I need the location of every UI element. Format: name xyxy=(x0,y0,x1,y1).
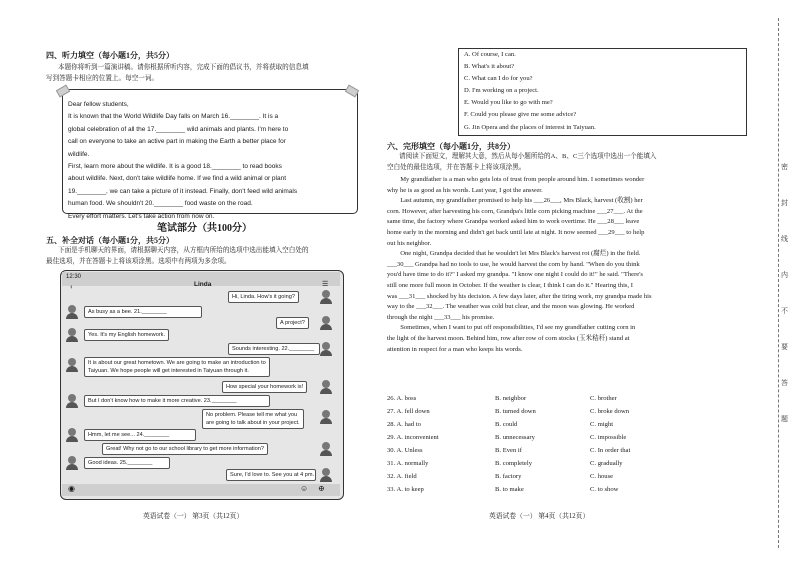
option-a: 26. A. boss xyxy=(387,395,417,402)
avatar-me xyxy=(320,380,332,394)
option-item: D. I'm working on a project. xyxy=(464,87,539,95)
passage-line: the light of the harvest moon. Behind him, row after row of corn stocks (玉米秸秆) stand at xyxy=(387,334,630,342)
option-a: 30. A. Unless xyxy=(387,447,423,454)
option-a: 27. A. fell down xyxy=(387,408,430,415)
chat-message-line: Taiyuan. We hope people will get interested in Taiyuan through it. xyxy=(88,368,249,374)
passage-line: corn. However, after harvesting his corn, Grandpa's little corn picking machine ___27___. At the xyxy=(387,207,643,215)
chat-message: Good ideas. 25.________ xyxy=(84,457,170,469)
dialogue-title: 五、补全对话（每小题1分，共5分） xyxy=(46,236,174,245)
avatar-me xyxy=(320,442,332,456)
chat-message-line: It is about our great hometown. We are going to make an introduction to xyxy=(88,360,266,366)
option-c: C. gradually xyxy=(590,460,623,467)
passage-line: way to the ___32___. The weather was cold but clear, and the moon was glowing. He worked xyxy=(387,303,635,311)
emoji-icon[interactable]: ☺ xyxy=(300,484,309,493)
option-c: C. In order that xyxy=(590,447,631,454)
card-line: about wildlife. Next, don't take wildlife home. If we find a wild animal or plant xyxy=(68,175,287,183)
chat-message: Hi, Linda. How's it going? xyxy=(228,291,299,303)
passage-line: home early in the morning and didn't get back until late at night. It now seemed ___29___ to help xyxy=(387,228,645,236)
card-line: First, learn more about the wildlife. It is a good 18.________ to read books xyxy=(68,163,282,171)
option-b: B. unnecessary xyxy=(495,434,535,441)
card-line: 19.________, we can take a picture of it instead. Finally, don't feed wild animals xyxy=(68,187,298,195)
phone-time: 12:30 xyxy=(66,274,82,280)
option-b: B. turned down xyxy=(495,408,536,415)
option-item: A. Of course, I can. xyxy=(464,51,516,58)
avatar-me xyxy=(320,290,332,304)
passage-line: out his neighbor. xyxy=(387,239,432,247)
avatar-me xyxy=(320,468,332,482)
chat-message: A project? xyxy=(276,317,309,329)
card-line: Every effort matters. Let's take action from now on. xyxy=(68,212,215,220)
option-c: C. broke down xyxy=(590,408,630,415)
option-item: E. Would you like to go with me? xyxy=(464,99,553,107)
passage-line: why he is as good as his words. Last year, I got the answer. xyxy=(387,186,543,194)
option-a: 32. A. field xyxy=(387,473,417,480)
chat-message: Hmm, let me see... 24.________ xyxy=(84,429,196,441)
passage-line: ___30___ Grandpa had no tools to use, he would harvest the corn by hand. "When do you think xyxy=(387,260,640,268)
passage-line: One night, Grandpa decided that he wouldn't let Mrs Black's harvest rot (腐烂) in the field. xyxy=(400,250,641,258)
passage-line: still one more full moon in October. If the weather is clear, I think I can do it." Hearing this, I xyxy=(387,281,633,289)
cloze-intro-1: 请阅读下面短文，理解其大意，然后从每小题所给的A、B、C三个选项中选出一个能填入 xyxy=(399,153,657,160)
passage-line: same time, the factory where Grandpa worked asked him to work overtime. He ___28___ leave xyxy=(387,218,640,226)
option-a: 33. A. to keep xyxy=(387,486,424,493)
binding-char: 封 xyxy=(781,199,788,207)
option-item: B. What's it about? xyxy=(464,63,515,71)
option-b: B. could xyxy=(495,421,518,428)
back-arrow-icon[interactable]: ‹ xyxy=(70,282,73,291)
avatar-linda xyxy=(66,305,78,319)
avatar-me xyxy=(320,342,332,356)
option-c: C. brother xyxy=(590,395,617,402)
avatar-linda xyxy=(66,358,78,372)
chat-message: But I don't know how to make it more creative. 23.________ xyxy=(84,395,270,407)
dialogue-intro-1: 下面是手机聊天的界面，请根据聊天内容，从方框内所给的选项中选出能填入空白处的 xyxy=(58,247,309,254)
chat-message-line: No problem. Please tell me what you xyxy=(206,412,298,418)
chat-contact-name: Linda xyxy=(194,281,212,288)
option-c: C. to show xyxy=(590,486,619,493)
passage-line: Sometimes, when I want to put off responsibilities, I'd see my grandfather cutting corn in xyxy=(400,324,636,332)
option-b: B. neighbor xyxy=(495,395,527,402)
option-a: 29. A. inconvenient xyxy=(387,434,439,441)
chat-message-line: are going to talk about in your project. xyxy=(206,420,300,426)
written-part-heading: 笔试部分（共100分） xyxy=(157,223,252,234)
card-line: call on everyone to take an active part in making the Earth a better place for xyxy=(68,138,286,146)
option-item: F. Could you please give me some advice? xyxy=(464,111,577,119)
card-line: human food. We shouldn't 20.________ food waste on the road. xyxy=(68,200,253,208)
cloze-intro-2: 空白处的最佳选项，并在答题卡上将该项涂黑。 xyxy=(387,164,526,171)
card-line: Dear fellow students, xyxy=(68,101,129,108)
chat-message: Great! Why not go to our school library to get more information? xyxy=(102,443,268,455)
option-c: C. impossible xyxy=(590,434,627,441)
option-a: 31. A. normally xyxy=(387,460,429,467)
dialogue-intro-2: 最佳选项，并在答题卡上将该项涂黑。选项中有两项为多余项。 xyxy=(46,258,231,265)
passage-line: you'd have time to do it?" I asked my grandpa. "I know one night I could do it!" he said. "There's xyxy=(387,271,643,279)
option-c: C. might xyxy=(590,421,614,428)
add-icon[interactable]: ⊕ xyxy=(318,484,325,493)
chat-message: Sounds interesting. 22.________ xyxy=(228,343,320,355)
option-item: C. What can I do for you? xyxy=(464,75,533,83)
avatar-linda xyxy=(66,394,78,408)
binding-char: 题 xyxy=(781,415,788,423)
chat-message xyxy=(84,357,270,377)
proposal-text xyxy=(68,99,348,223)
card-line: wildlife. xyxy=(68,150,90,158)
listening-intro-1: 本题你将听到一篇演讲稿。请你根据所听内容，完成下面的倡议书，并将获取的信息填 xyxy=(58,64,309,71)
passage-line: through the night ___33___ his promise. xyxy=(387,313,495,321)
avatar-linda xyxy=(66,456,78,470)
avatar-me xyxy=(320,316,332,330)
binding-char: 线 xyxy=(781,235,788,243)
binding-char: 要 xyxy=(781,343,788,351)
option-b: B. to make xyxy=(495,486,524,493)
passage-line: attention in respect for a man who keeps his words. xyxy=(387,345,523,353)
option-c: C. house xyxy=(590,473,614,480)
avatar-linda xyxy=(66,328,78,342)
card-line: global celebration of all the 17.________ wild animals and plants. I'm here to xyxy=(68,125,289,133)
binding-char: 答 xyxy=(781,379,788,387)
option-item: G. Jin Opera and the places of interest in Taiyuan. xyxy=(464,123,596,131)
passage-line: was ___31___ shocked by his decision. A few days later, after the tiring work, my grandpa made his xyxy=(387,292,652,300)
option-b: B. completely xyxy=(495,460,532,467)
card-line: It is known that the World Wildlife Day falls on March 16.________. It is a xyxy=(68,113,279,121)
cloze-passage xyxy=(387,175,763,355)
cloze-title: 六、完形填空（每小题1分，共8分） xyxy=(387,142,515,151)
chat-message: How special your homework is! xyxy=(222,381,307,393)
chat-message: Yes. It's my English homework. xyxy=(84,329,169,341)
footer-right: 英语试卷（一） 第4页（共12页） xyxy=(489,513,590,520)
passage-line: Last autumn, my grandfather promised to help his ___26___, Mrs Black, harvest (收割) her xyxy=(400,197,643,205)
option-b: B. factory xyxy=(495,473,522,480)
chat-message xyxy=(202,409,304,429)
menu-icon[interactable]: ☰ xyxy=(322,280,329,288)
binding-char: 密 xyxy=(781,163,788,171)
avatar-linda xyxy=(66,428,78,442)
listening-title: 四、听力填空（每小题1分，共5分） xyxy=(46,51,174,60)
passage-line: My grandfather is a man who gets lots of trust from people around him. I sometimes wonder xyxy=(400,176,645,183)
binding-line xyxy=(778,18,779,548)
binding-char: 不 xyxy=(781,307,788,315)
avatar-me xyxy=(320,410,332,424)
binding-char: 内 xyxy=(781,271,788,279)
chat-message: As busy as a bee. 21.________ xyxy=(84,306,202,318)
voice-icon[interactable]: ◉ xyxy=(68,484,75,493)
option-b: B. Even if xyxy=(495,447,522,454)
listening-intro-2: 写到答题卡相应的位置上。每空一词。 xyxy=(46,75,159,82)
phone-input-bar[interactable] xyxy=(62,484,340,496)
option-a: 28. A. had to xyxy=(387,421,421,428)
footer-left: 英语试卷（一） 第3页（共12页） xyxy=(143,513,244,520)
chat-message: Sure, I'd love to. See you at 4 pm. xyxy=(226,469,316,481)
options-box xyxy=(458,48,747,136)
